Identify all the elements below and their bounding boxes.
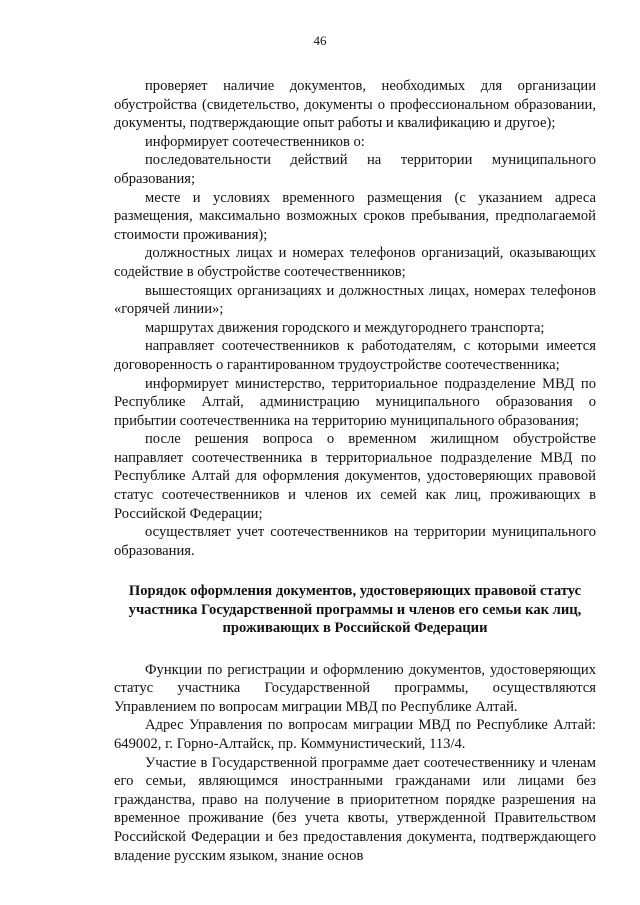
paragraph: Участие в Государственной программе дает соотечественнику и членам его семьи, являющимся иностранными гражданами или лицами без гражданства, право на получение в приоритетном порядке разрешения на временное проживание (без учета квоты, утвержденной Правительством Российской Федерации и без предоставления документа, подтверждающего владение русским языком, знание основ: [114, 754, 596, 864]
duties-list: [114, 77, 596, 560]
registration-section: [114, 661, 596, 866]
paragraph: проверяет наличие документов, необходимых для организации обустройства (свидетельство, документы о профессиональном образовании, документы, подтверждающие опыт работы и квалификацию и другое);: [114, 78, 596, 132]
heading-line: проживающих в Российской Федерации: [222, 620, 488, 637]
paragraph: информирует министерство, территориальное подразделение МВД по Республике Алтай, администрацию муниципального образования о прибытии соотечественника на территорию муниципального образования;: [114, 375, 596, 429]
paragraph: месте и условиях временного размещения (с указанием адреса размещения, максимально возможных сроков пребывания, предполагаемой стоимости проживания);: [114, 189, 596, 243]
paragraph: Функции по регистрации и оформлению документов, удостоверяющих статус участника Государственной программы, осуществляются Управлением по вопросам миграции МВД по Республике Алтай.: [114, 661, 596, 715]
paragraph: должностных лицах и номерах телефонов организаций, оказывающих содействие в обустройстве соотечественников;: [114, 245, 596, 280]
paragraph: после решения вопроса о временном жилищном обустройстве направляет соотечественника в территориальное подразделение МВД по Республике Алтай для оформления документов, удостоверяющих правовой статус соотечественников и членов их семей как лиц, проживающих в Российской Федерации;: [114, 431, 596, 522]
paragraph: вышестоящих организациях и должностных лицах, номерах телефонов «горячей линии»;: [114, 282, 596, 318]
heading-line: Порядок оформления документов, удостоверяющих правовой статус: [128, 583, 582, 600]
paragraph: маршрутах движения городского и междугороднего транспорта;: [145, 319, 545, 336]
paragraph: последовательности действий на территории муниципального образования;: [114, 152, 596, 187]
page-number: 46: [313, 33, 327, 48]
section-heading: [114, 582, 596, 637]
paragraph: направляет соотечественников к работодателям, с которыми имеется договоренность о гарантированном трудоустройстве соотечественника;: [114, 338, 596, 373]
paragraph: осуществляет учет соотечественников на территории муниципального образования.: [114, 524, 596, 559]
document-body: [114, 77, 596, 865]
paragraph: Адрес Управления по вопросам миграции МВД по Республике Алтай: 649002, г. Горно-Алтайск, пр. Коммунистический, 113/4.: [114, 717, 596, 753]
heading-line: участника Государственной программы и членов его семьи как лиц,: [128, 601, 582, 618]
paragraph: информирует соотечественников о:: [145, 133, 365, 150]
